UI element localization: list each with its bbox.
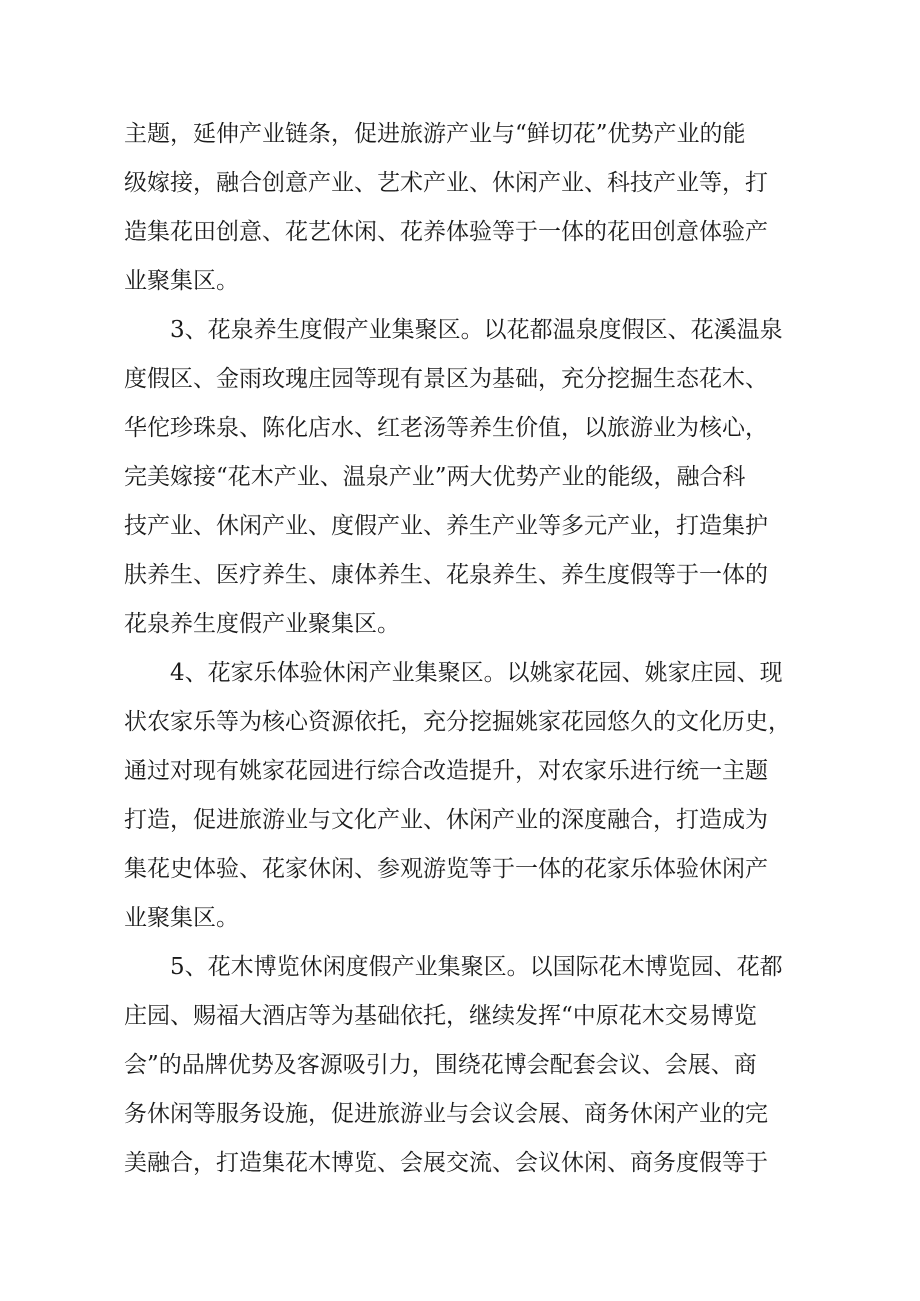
paragraph-4-line-2: 状农家乐等为核心资源依托，充分挖掘姚家花园悠久的文化历史， — [124, 709, 791, 735]
paragraph-3-line-5: 技产业、休闲产业、度假产业、养生产业等多元产业，打造集护 — [124, 513, 768, 539]
paragraph-3-line-7: 花泉养生度假产业聚集区。 — [124, 611, 400, 637]
paragraph-5-line-4: 务休闲等服务设施，促进旅游业与会议会展、商务休闲产业的完 — [124, 1101, 768, 1127]
text-line-2: 级嫁接，融合创意产业、艺术产业、休闲产业、科技产业等，打 — [124, 170, 768, 196]
text-line-3: 造集花田创意、花艺休闲、花养体验等于一体的花田创意体验产 — [124, 219, 768, 245]
paragraph-3-line-3: 华佗珍珠泉、陈化店水、红老汤等养生价值，以旅游业为核心， — [124, 415, 768, 441]
paragraph-4-line-6: 业聚集区。 — [124, 905, 239, 931]
paragraph-4-line-1: 4、花家乐体验休闲产业集聚区。以姚家花园、姚家庄园、现 — [170, 660, 783, 686]
paragraph-3-line-1: 3、花泉养生度假产业集聚区。以花都温泉度假区、花溪温泉 — [170, 317, 783, 343]
paragraph-5-line-1: 5、花木博览休闲度假产业集聚区。以国际花木博览园、花都 — [170, 954, 783, 980]
text-line-1: 主题，延伸产业链条，促进旅游产业与“鲜切花”优势产业的能 — [124, 121, 746, 147]
paragraph-4-line-4: 打造，促进旅游业与文化产业、休闲产业的深度融合，打造成为 — [124, 807, 768, 833]
paragraph-5-line-2: 庄园、赐福大酒店等为基础依托，继续发挥“中原花木交易博览 — [124, 1003, 757, 1029]
paragraph-4-line-5: 集花史体验、花家休闲、参观游览等于一体的花家乐体验休闲产 — [124, 856, 768, 882]
paragraph-5-line-5: 美融合，打造集花木博览、会展交流、会议休闲、商务度假等于 — [124, 1150, 768, 1176]
paragraph-3-line-2: 度假区、金雨玫瑰庄园等现有景区为基础，充分挖掘生态花木、 — [124, 366, 768, 392]
text-line-4: 业聚集区。 — [124, 268, 239, 294]
paragraph-3-line-6: 肤养生、医疗养生、康体养生、花泉养生、养生度假等于一体的 — [124, 562, 768, 588]
paragraph-4-line-3: 通过对现有姚家花园进行综合改造提升，对农家乐进行统一主题 — [124, 758, 768, 784]
paragraph-5-line-3: 会”的品牌优势及客源吸引力，围绕花博会配套会议、会展、商 — [124, 1052, 757, 1078]
paragraph-3-line-4: 完美嫁接“花木产业、温泉产业”两大优势产业的能级，融合科 — [124, 464, 746, 490]
